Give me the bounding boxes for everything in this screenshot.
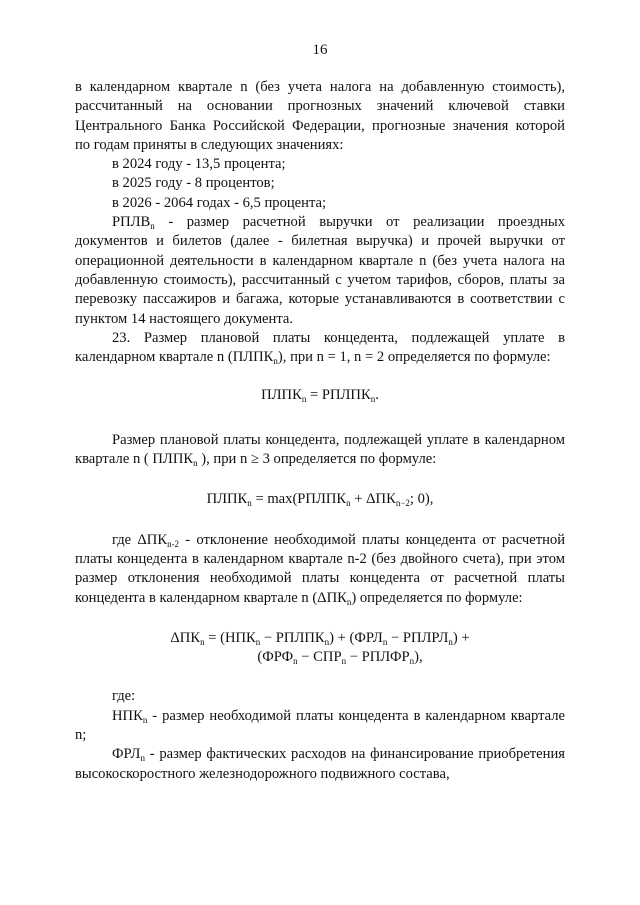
formula-term: − РПЛПК: [260, 629, 325, 646]
text-line: в календарном квартале n (без учета налога на добавленную стоимость),: [75, 79, 565, 95]
formula-deviation-line-1: [75, 629, 565, 648]
subscript: n-2: [167, 538, 180, 549]
rate-2025: в 2025 году - 8 процентов;: [112, 175, 275, 192]
formula-term: = (НПК: [204, 629, 256, 646]
subscript: n: [346, 498, 351, 509]
symbol-frl: ФРЛ: [112, 746, 141, 763]
subscript: n: [341, 656, 347, 667]
formula-term: + ΔПК: [350, 491, 396, 508]
subscript: n: [382, 636, 388, 647]
text-line: по годам приняты в следующих значениях:: [75, 136, 344, 153]
formula-punct: .: [375, 387, 379, 404]
item-23-text-end: ), при n = 1, n = 2 определяется по формуле:: [277, 349, 551, 366]
subscript: n: [255, 636, 261, 647]
subscript: n−2: [395, 498, 410, 509]
formula-term: = max(РПЛПК: [251, 491, 347, 508]
page-body: [75, 78, 565, 784]
formula-deviation-line-2: [75, 648, 565, 667]
formula-term: ) +: [452, 629, 470, 646]
subscript: n: [301, 394, 307, 405]
paragraph-text-end: ) определяется по формуле:: [351, 589, 523, 606]
subscript: n: [193, 458, 198, 469]
subscript: n: [140, 753, 145, 764]
definition-text: - размер фактических расходов на финансирование приобретения высокоскоростного железнодорожного подвижного состава,: [75, 746, 565, 782]
definition-npk: [75, 707, 565, 746]
definition-frl: [75, 745, 565, 784]
paragraph-plpk-n3: [75, 431, 565, 470]
subscript: n: [346, 596, 352, 607]
symbol-rplv: РПЛВ: [112, 214, 151, 231]
formula-term: ) + (ФРЛ: [329, 629, 383, 646]
item-23: [75, 329, 565, 368]
definition-text: - размер необходимой платы концедента в календарном квартале n;: [75, 707, 565, 744]
subscript: n: [409, 656, 415, 667]
text-line: рассчитанный на основании прогнозных значений ключевой ставки: [75, 98, 565, 115]
subscript: n: [142, 714, 148, 725]
subscript: n: [448, 636, 453, 647]
symbol-npk: НПК: [112, 707, 143, 724]
paragraph-deviation: [75, 531, 565, 608]
subscript: n: [273, 356, 278, 367]
subscript: n: [293, 656, 298, 667]
formula-plpk-max: [75, 490, 565, 509]
formula-term: ПЛПК: [206, 491, 248, 508]
paragraph-text: - отклонение необходимой платы концедента от расчетной платы концедента в календарном квартале n-2 (без двойного счета), при этом размер отклонения необходимой платы концедента от расчетной платы концедента в календарном квартале n (ΔПК: [75, 531, 565, 606]
subscript: n: [370, 394, 376, 405]
subscript: n: [247, 498, 252, 509]
subscript: n: [324, 636, 330, 647]
formula-term: − РПЛФР: [346, 649, 410, 666]
formula-term: (ФРФ: [257, 649, 294, 666]
paragraph-text: Размер плановой платы концедента, подлежащей уплате в календарном квартале n ( ПЛПК: [75, 431, 565, 468]
formula-term: ),: [414, 649, 423, 666]
subscript: n: [150, 221, 155, 232]
formula-operator: =: [306, 387, 322, 404]
rate-2024: в 2024 году - 13,5 процента;: [112, 156, 286, 173]
paragraph-text: где ΔПК: [112, 531, 168, 548]
where-label: где:: [112, 688, 136, 705]
formula-term: ΔПК: [170, 629, 201, 646]
formula-term: ПЛПК: [261, 387, 302, 404]
item-23-text: 23. Размер плановой платы концедента, подлежащей уплате в календарном квартале n (ПЛПК: [75, 329, 565, 366]
definition-text: - размер расчетной выручки от реализации проездных документов и билетов (далее - билетная выручка) и прочей выручки от операционной деятельности в календарном квартале n (без учета налога на добавленную стоимость), рассчитанный с учетом тарифов, сборов, платы за перевозку пассажиров и багажа, которые устанавливаются в соответствии с пунктом 14 настоящего документа.: [75, 214, 565, 327]
definition-rplv: [75, 213, 565, 329]
text-line: Центрального Банка Российской Федерации, прогнозные значения которой: [75, 117, 565, 134]
formula-plpk: [75, 386, 565, 405]
subscript: n: [200, 636, 205, 647]
formula-term: − РПЛРЛ: [387, 629, 449, 646]
rate-2026: в 2026 - 2064 годах - 6,5 процента;: [112, 194, 327, 211]
formula-term: − СПР: [297, 649, 342, 666]
formula-punct: ; 0),: [409, 491, 434, 508]
paragraph-text-end: ), при n ≥ 3 определяется по формуле:: [197, 451, 437, 468]
formula-term: РПЛПК: [321, 387, 371, 404]
page-number: 16: [312, 42, 328, 58]
